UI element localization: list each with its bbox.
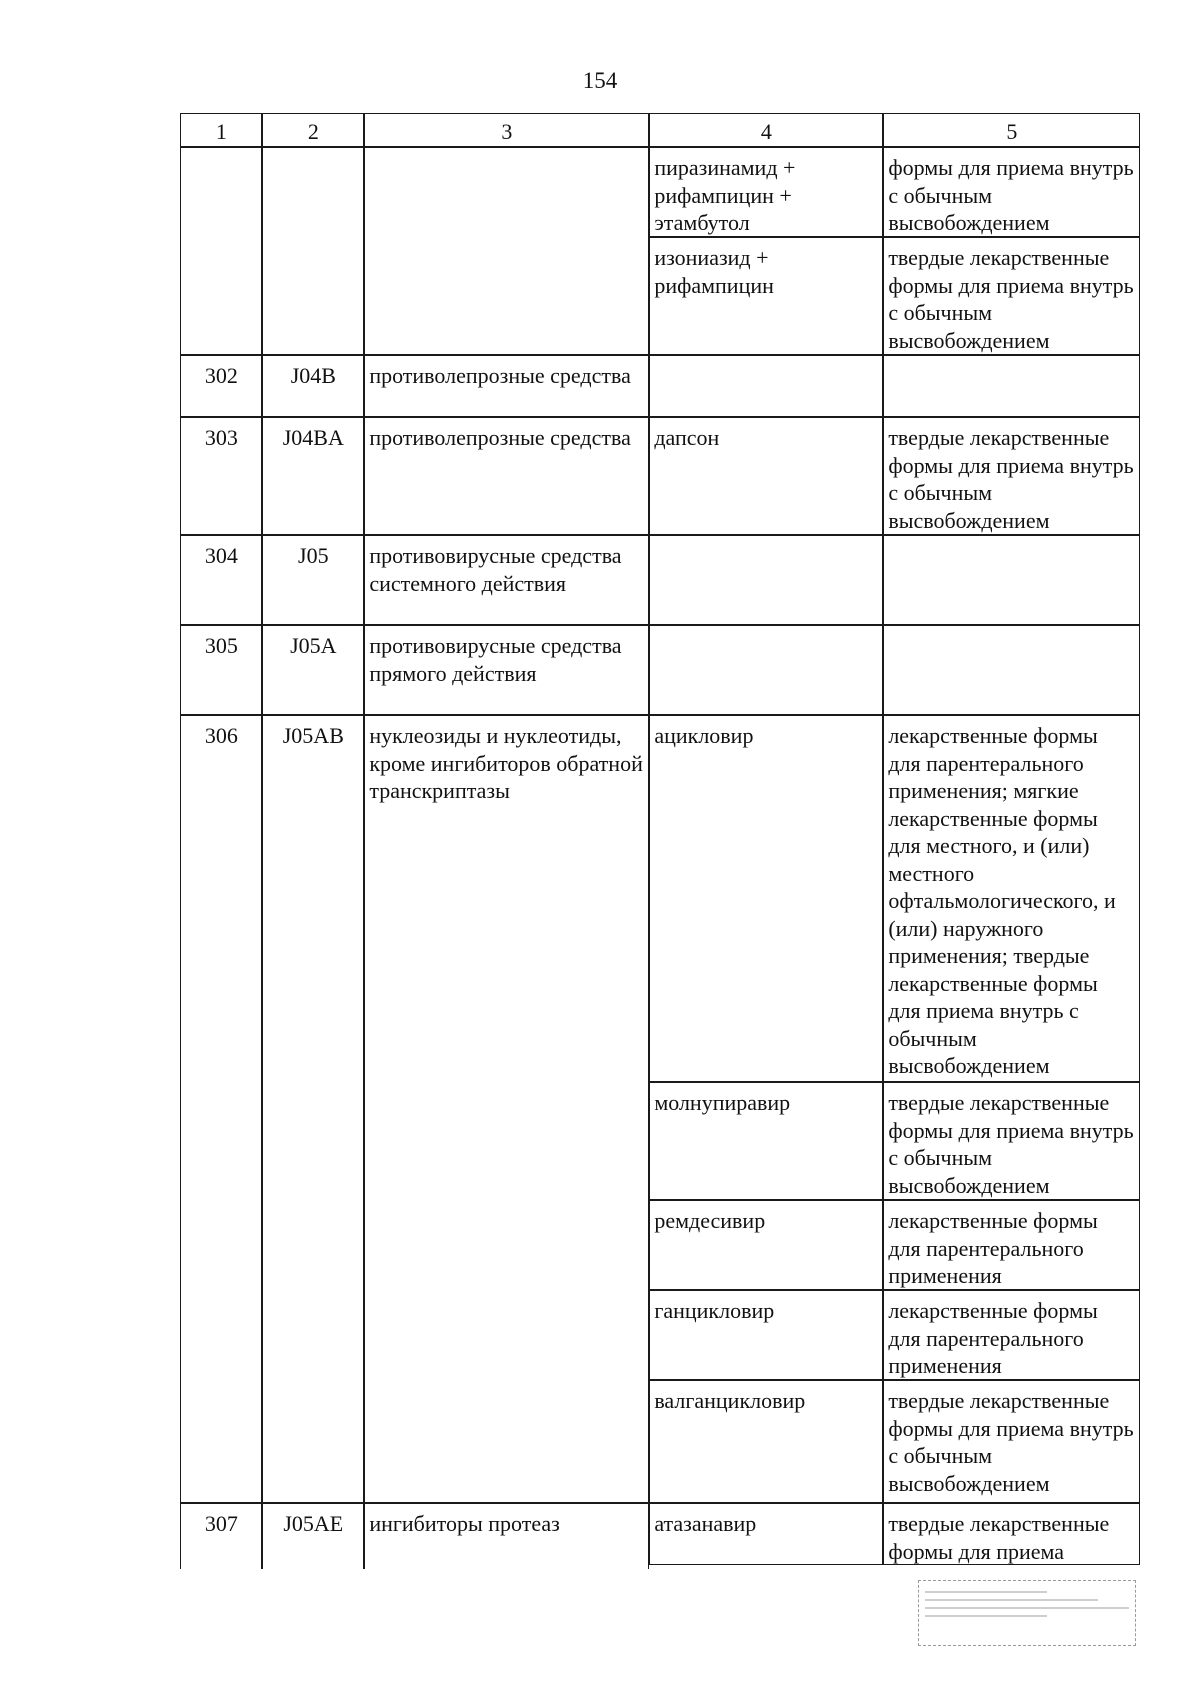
table-cell-code — [262, 147, 364, 355]
table-cell-form: твердые лекарственные формы для приема внутрь с обычным высвобождением — [883, 237, 1140, 355]
table-cell-form: формы для приема внутрь с обычным высвобождением — [883, 147, 1140, 237]
table-cell-drug — [649, 535, 883, 625]
table-cell-form: лекарственные формы для парентерального применения; мягкие лекарственные формы для местного, и (или) местного офтальмологического, и (или) наружного применения; твердые лекарственные формы для приема внутрь с обычным высвобождением — [883, 715, 1140, 1082]
table-cell-code: J05A — [262, 625, 364, 715]
table-cell-number: 305 — [180, 625, 262, 715]
table-cell-form — [883, 355, 1140, 417]
table-cell-code: J04BA — [262, 417, 364, 535]
table-cell-number: 307 — [180, 1503, 262, 1569]
table-cell-group: нуклеозиды и нуклеотиды, кроме ингибиторов обратной транскриптазы — [364, 715, 649, 1503]
table-cell-code: J04B — [262, 355, 364, 417]
table-cell-drug: молнупиравир — [649, 1082, 883, 1200]
column-header-1: 1 — [180, 113, 262, 147]
table-cell-drug: пиразинамид + рифампицин + этамбутол — [649, 147, 883, 237]
table-cell-group — [364, 147, 649, 355]
table-cell-form — [883, 625, 1140, 715]
table-cell-number: 302 — [180, 355, 262, 417]
medicines-table — [181, 114, 1141, 1570]
table-cell-group: противовирусные средства системного действия — [364, 535, 649, 625]
table-cell-drug: ганцикловир — [649, 1290, 883, 1380]
table-cell-drug — [649, 625, 883, 715]
table-cell-form: лекарственные формы для парентерального применения — [883, 1290, 1140, 1380]
table-cell-group: ингибиторы протеаз — [364, 1503, 649, 1569]
table-cell-group: противолепрозные средства — [364, 355, 649, 417]
table-cell-code: J05AE — [262, 1503, 364, 1569]
table-cell-group: противовирусные средства прямого действия — [364, 625, 649, 715]
table-cell-form: твердые лекарственные формы для приема внутрь с обычным высвобождением — [883, 1380, 1140, 1503]
table-cell-number — [180, 147, 262, 355]
table-cell-form: твердые лекарственные формы для приема внутрь с обычным высвобождением — [883, 1082, 1140, 1200]
table-cell-drug: атазанавир — [649, 1503, 883, 1565]
table-cell-form: твердые лекарственные формы для приема внутрь с обычным высвобождением — [883, 417, 1140, 535]
table-cell-code: J05 — [262, 535, 364, 625]
table-cell-drug: изониазид + рифампицин — [649, 237, 883, 355]
page-number: 154 — [582, 68, 618, 93]
column-header-3: 3 — [364, 113, 649, 147]
table-cell-drug — [649, 355, 883, 417]
column-header-5: 5 — [883, 113, 1140, 147]
table-cell-code: J05AB — [262, 715, 364, 1503]
table-cell-number: 303 — [180, 417, 262, 535]
table-cell-form — [883, 535, 1140, 625]
table-cell-drug: ацикловир — [649, 715, 883, 1082]
table-cell-group: противолепрозные средства — [364, 417, 649, 535]
table-cell-drug: дапсон — [649, 417, 883, 535]
table-cell-form: лекарственные формы для парентерального применения — [883, 1200, 1140, 1290]
column-header-2: 2 — [262, 113, 364, 147]
faded-stamp — [918, 1580, 1136, 1646]
table-cell-drug: валганцикловир — [649, 1380, 883, 1503]
table-cell-drug: ремдесивир — [649, 1200, 883, 1290]
column-header-4: 4 — [649, 113, 883, 147]
table-cell-number: 304 — [180, 535, 262, 625]
table-cell-number: 306 — [180, 715, 262, 1503]
table-cell-form: твердые лекарственные формы для приема — [883, 1503, 1140, 1565]
